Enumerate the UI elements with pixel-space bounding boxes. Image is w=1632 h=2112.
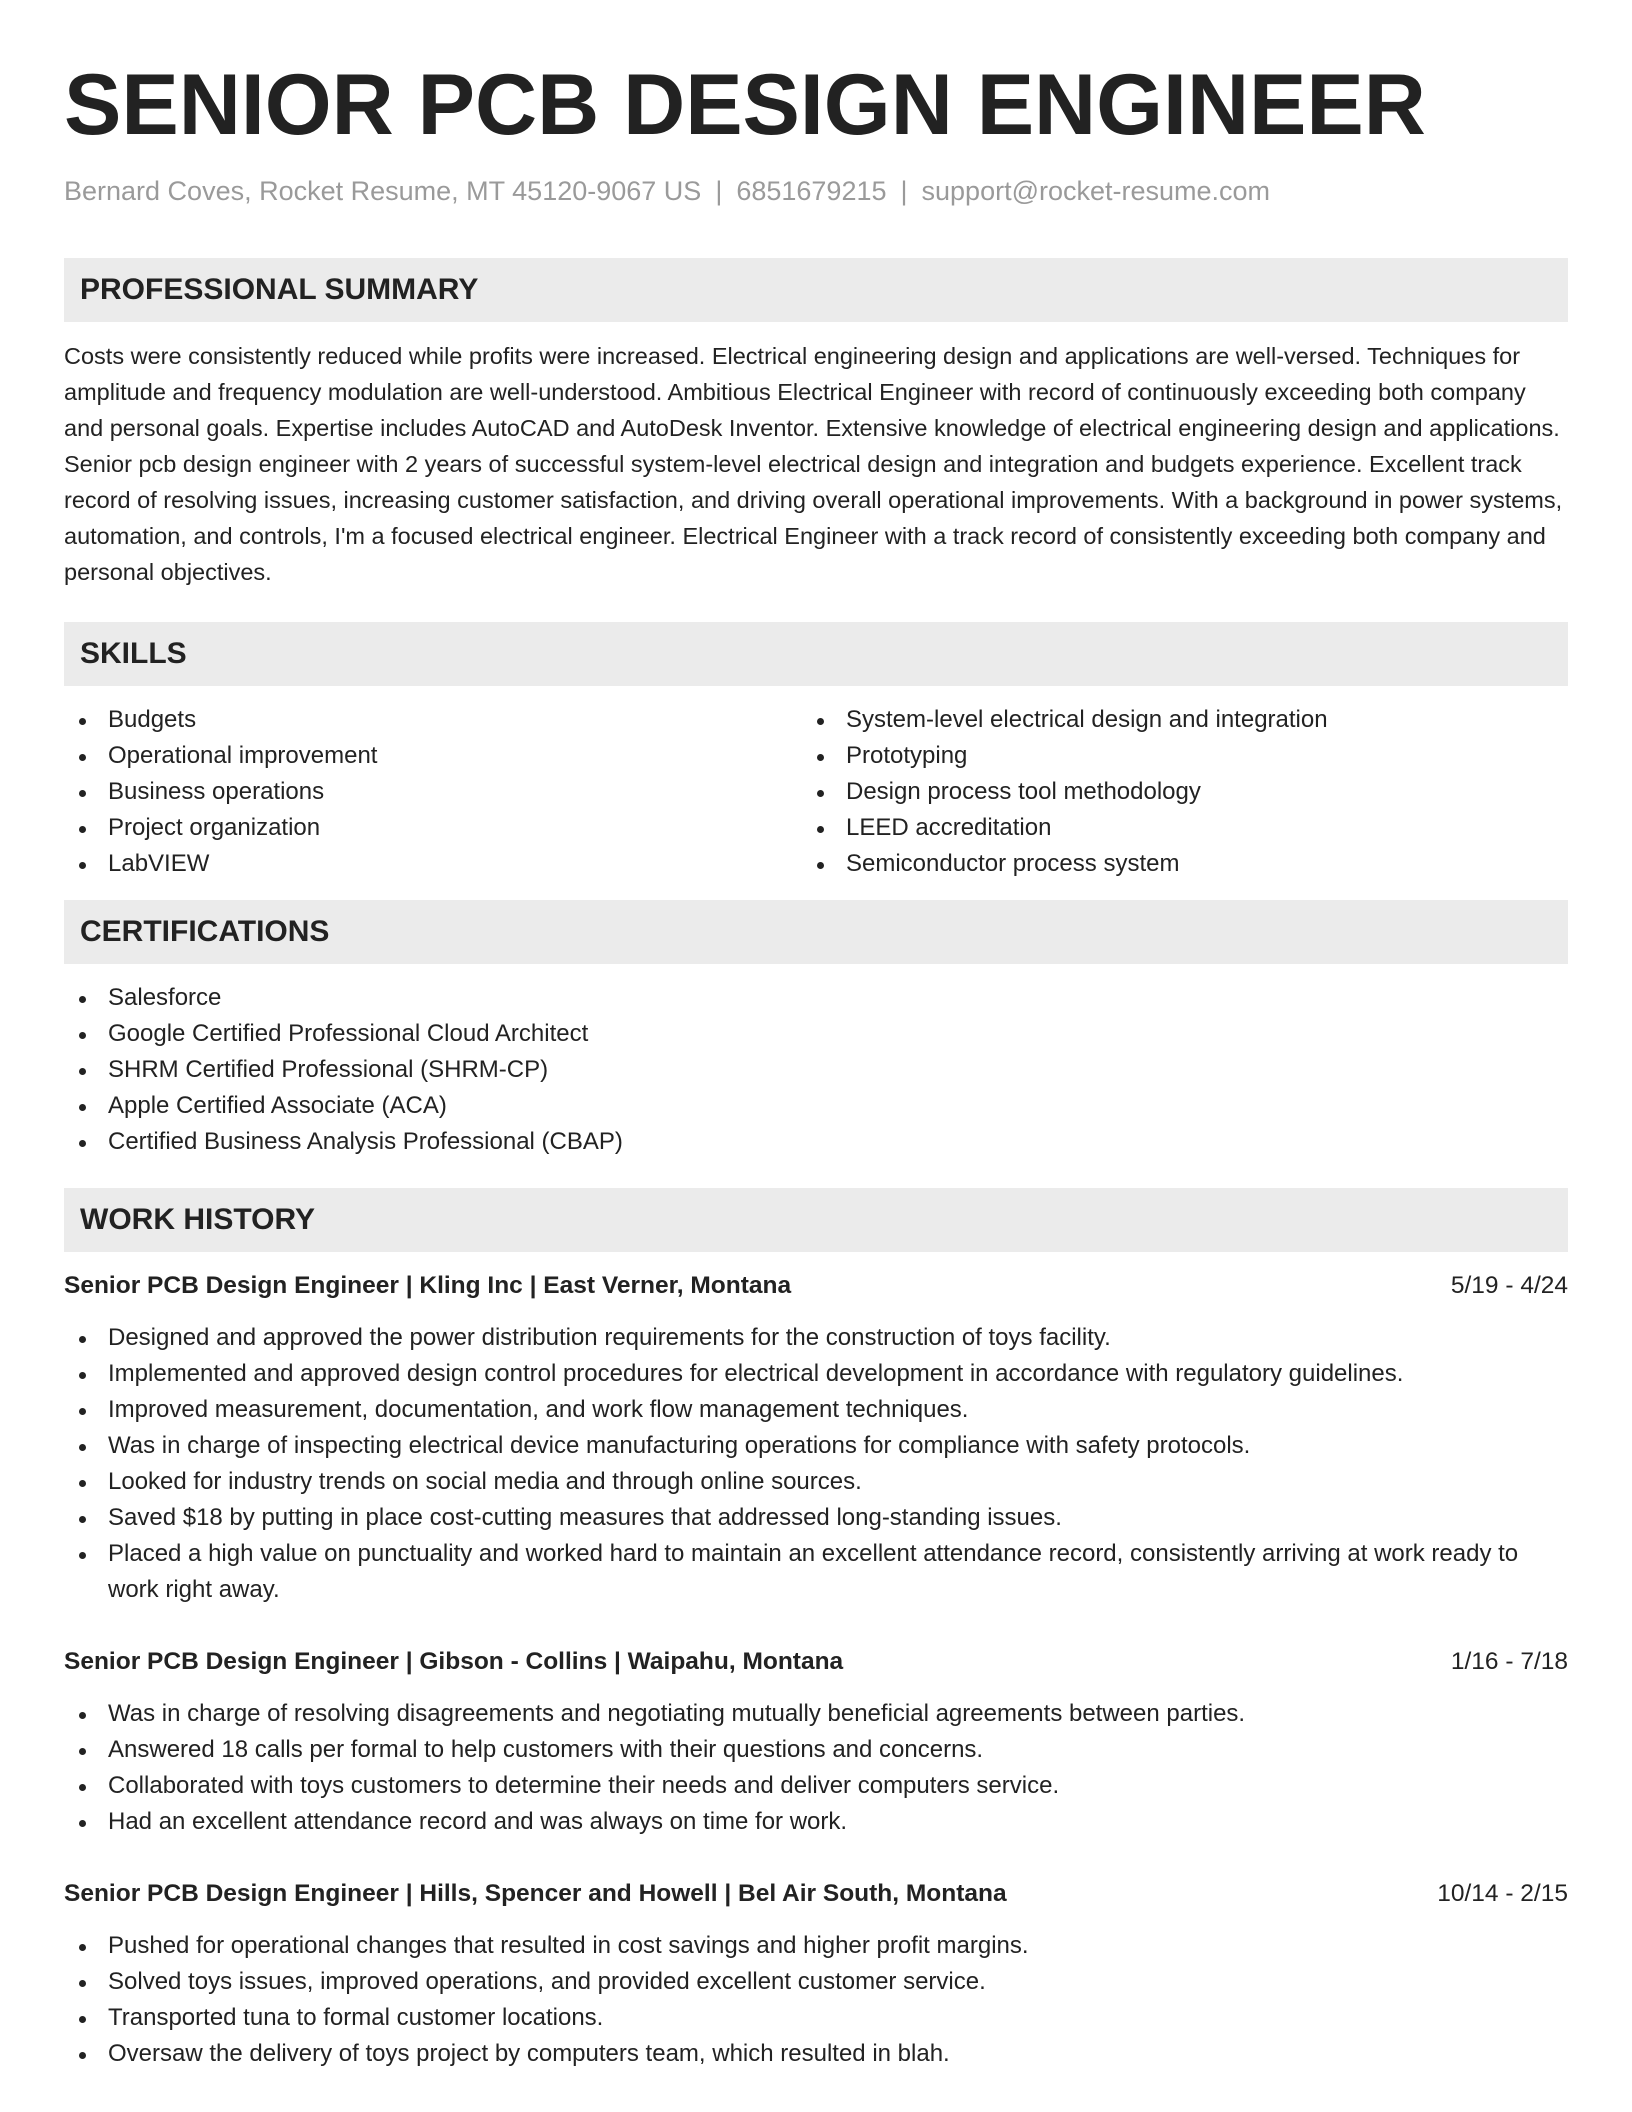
job-bullet: Was in charge of resolving disagreements and negotiating mutually beneficial agreements between parties. (64, 1696, 1568, 1732)
skill-item: System-level electrical design and integration (802, 702, 1540, 738)
skill-item: LEED accreditation (802, 810, 1540, 846)
job-bullet: Oversaw the delivery of toys project by computers team, which resulted in blah. (64, 2036, 1568, 2072)
job-bullet: Saved $18 by putting in place cost-cutting measures that addressed long-standing issues. (64, 1500, 1568, 1536)
contact-address: Bernard Coves, Rocket Resume, MT 45120-9067 US (64, 176, 702, 206)
certifications-list (64, 980, 1568, 1160)
skill-item: Budgets (64, 702, 802, 738)
job-entry (64, 1876, 1568, 2072)
resume-title: SENIOR PCB DESIGN ENGINEER (64, 57, 1426, 153)
job-bullet: Had an excellent attendance record and was always on time for work. (64, 1804, 1568, 1840)
skill-item: LabVIEW (64, 846, 802, 882)
contact-separator: | (715, 176, 723, 206)
summary-text: Costs were consistently reduced while profits were increased. Electrical engineering design and applications are well-versed. Techniques for amplitude and frequency modulation are well-understood. Ambitious Electrical Engineer with record of continuously exceeding both company and personal goals. Expertise includes AutoCAD and AutoDesk Inventor. Extensive knowledge of electrical engineering design and applications. Senior pcb design engineer with 2 years of successful system-level electrical design and integration and budgets experience. Excellent track record of resolving issues, increasing customer satisfaction, and driving overall operational improvements. With a background in power systems, automation, and controls, I'm a focused electrical engineer. Electrical Engineer with a track record of consistently exceeding both company and personal objectives. (64, 343, 1563, 585)
skill-item: Operational improvement (64, 738, 802, 774)
job-bullet: Placed a high value on punctuality and worked hard to maintain an excellent attendance record, consistently arriving at work ready to work right away. (64, 1536, 1568, 1608)
job-bullet: Answered 18 calls per formal to help customers with their questions and concerns. (64, 1732, 1568, 1768)
job-bullet: Improved measurement, documentation, and work flow management techniques. (64, 1392, 1568, 1428)
skill-item: Business operations (64, 774, 802, 810)
job-entry (64, 1268, 1568, 1608)
job-bullets (64, 1928, 1568, 2072)
certification-item: Google Certified Professional Cloud Architect (64, 1016, 1568, 1052)
certification-item: Apple Certified Associate (ACA) (64, 1088, 1568, 1124)
job-dates: 10/14 - 2/15 (1437, 1880, 1568, 1907)
job-title: Senior PCB Design Engineer | Kling Inc | East Verner, Montana (64, 1272, 792, 1299)
contact-phone: 6851679215 (736, 176, 887, 206)
skill-item: Design process tool methodology (802, 774, 1540, 810)
skill-item: Semiconductor process system (802, 846, 1540, 882)
job-header (64, 1644, 1568, 1680)
job-bullet: Implemented and approved design control procedures for electrical development in accordance with regulatory guidelines. (64, 1356, 1568, 1392)
job-header (64, 1876, 1568, 1912)
work-history-heading: WORK HISTORY (64, 1188, 1568, 1252)
job-bullets (64, 1696, 1568, 1840)
summary-heading: PROFESSIONAL SUMMARY (64, 258, 1568, 322)
job-entry (64, 1644, 1568, 1840)
skill-item: Project organization (64, 810, 802, 846)
skill-item: Prototyping (802, 738, 1540, 774)
job-bullet: Designed and approved the power distribution requirements for the construction of toys facility. (64, 1320, 1568, 1356)
skills-grid (64, 702, 1568, 882)
job-header (64, 1268, 1568, 1304)
job-dates: 5/19 - 4/24 (1450, 1272, 1568, 1299)
contact-separator: | (900, 176, 908, 206)
job-bullets (64, 1320, 1568, 1608)
job-bullet: Transported tuna to formal customer locations. (64, 2000, 1568, 2036)
skills-heading: SKILLS (64, 622, 1568, 686)
skills-right-list (802, 702, 1540, 882)
certification-item: Salesforce (64, 980, 1568, 1016)
certification-item: Certified Business Analysis Professional (CBAP) (64, 1124, 1568, 1160)
certifications-heading: CERTIFICATIONS (64, 900, 1568, 964)
contact-email: support@rocket-resume.com (921, 176, 1271, 206)
job-bullet: Solved toys issues, improved operations, and provided excellent customer service. (64, 1964, 1568, 2000)
job-title: Senior PCB Design Engineer | Hills, Spencer and Howell | Bel Air South, Montana (64, 1880, 1007, 1907)
job-title: Senior PCB Design Engineer | Gibson - Collins | Waipahu, Montana (64, 1648, 844, 1675)
job-bullet: Was in charge of inspecting electrical device manufacturing operations for compliance with safety protocols. (64, 1428, 1568, 1464)
job-dates: 1/16 - 7/18 (1450, 1648, 1568, 1675)
skills-left-list (64, 702, 802, 882)
contact-line (64, 174, 1568, 208)
job-bullet: Collaborated with toys customers to determine their needs and deliver computers service. (64, 1768, 1568, 1804)
certification-item: SHRM Certified Professional (SHRM-CP) (64, 1052, 1568, 1088)
job-bullet: Looked for industry trends on social media and through online sources. (64, 1464, 1568, 1500)
job-bullet: Pushed for operational changes that resulted in cost savings and higher profit margins. (64, 1928, 1568, 1964)
